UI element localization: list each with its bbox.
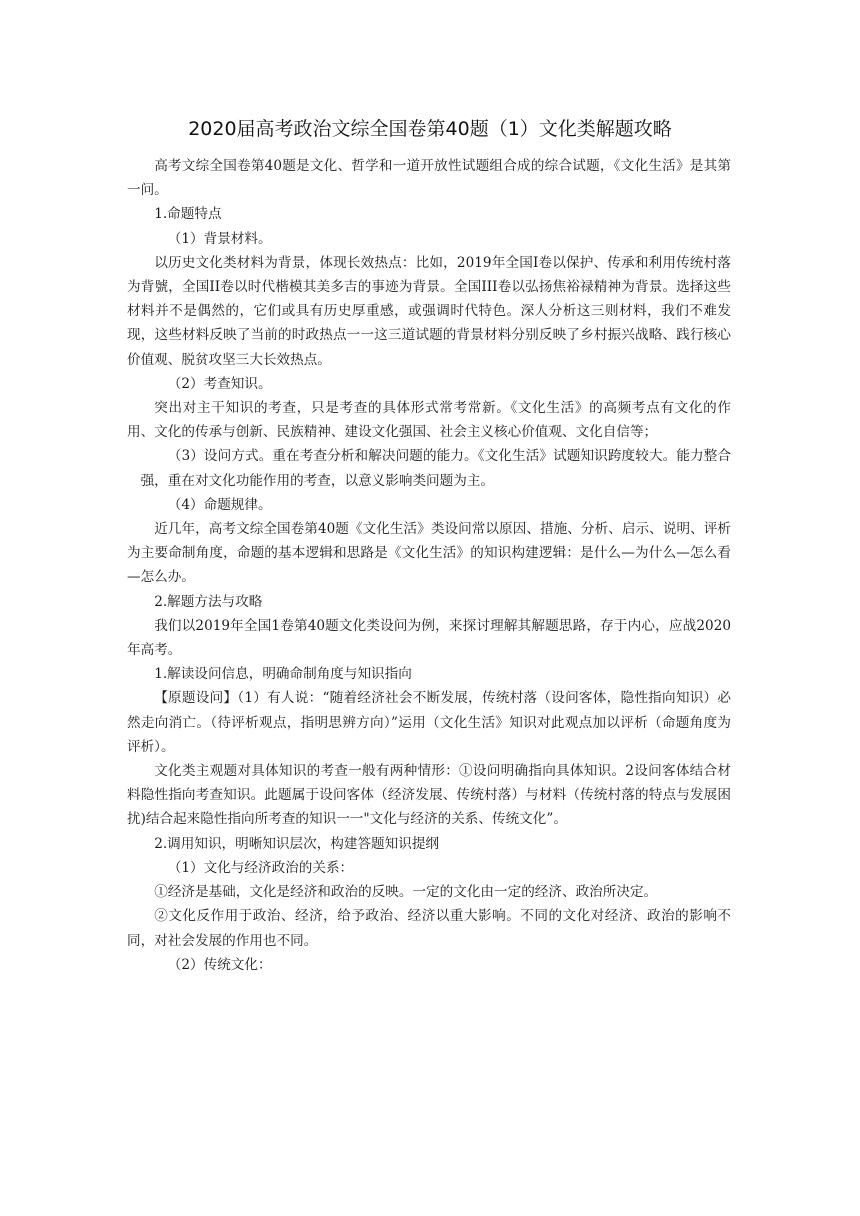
subsection-heading: （4）命题规律。 [167,496,272,513]
paragraph-question: 【原题设问】（1）有人说：“随着经济社会不断发展，传统村落（设问客体，隐性指向知识）必然走向消亡。（待评析观点，指明思辨方向）”运用（文化生活》知识对此观点加以评析（命题角度为评析）。 [127,690,731,755]
paragraph-intro: 高考文综全国卷第40题是文化、哲学和一道开放性试题组合成的综合试题，《文化生活》是其第一问。 [127,158,731,199]
paragraph: 我们以2019年全国1卷第40题文化类设问为例，来探讨理解其解题思路，存于内心，应战2020年高考。 [127,617,731,659]
section-heading: 2.解题方法与攻略 [154,593,263,610]
section-heading: 1.命题特点 [154,206,222,223]
subsection-heading: （1）文化与经济政治的关系： [167,859,354,876]
paragraph: 近几年，高考文综全国卷第40题《文化生活》类设问常以原因、措施、分析、启示、说明、评析为主要命制角度，命题的基本逻辑和思路是《文化生活》的知识构建逻辑：是什么—为什么—怎么看—怎么办。 [127,521,731,586]
document-body [127,154,731,977]
paragraph: 文化类主观题对具体知识的考查一般有两种情形：①设问明确指向具体知识。2设问客体结合材料隐性指向考查知识。此题属于设问客体（经济发展、传统村落）与材料（传统村落的特点与发展困扰)结合起来隐性指向所考查的知识一一"文化与经济的关系、传统文化”。 [127,763,731,828]
paragraph: ②文化反作用于政治、经济，给予政治、经济以重大影响。不同的文化对经济、政治的影响不同，对社会发展的作用也不同。 [127,908,731,949]
paragraph: 突出对主干知识的考查，只是考查的具体形式常考常新。《文化生活》的高频考点有文化的作用、文化的传承与创新、民族精神、建设文化强国、社会主义核心价值观、文化自信等； [127,400,731,441]
paragraph: ①经济是基础，文化是经济和政治的反映。一定的文化由一定的经济、政治所决定。 [154,884,658,901]
subsection-paragraph: （3）设问方式。重在考查分析和解决问题的能力。《文化生活》试题知识跨度较大。能力整合强，重在对文化功能作用的考查，以意义影响类问题为主。 [140,448,731,489]
document-title: 2020届高考政治文综全国卷第40题（1）文化类解题攻略 [188,118,672,140]
subsection-heading: （2）传统文化： [167,956,272,973]
paragraph: 以历史文化类材料为背景，体现长效热点：比如，2019年全国I卷以保护、传承和利用传统村落为背號，全国II卷以时代楷模其美多吉的事迹为背景。全国III卷以弘扬焦裕禄精神为背景。选择这些材料并不是偶然的，它们或具有历史厚重感，或强调时代特色。深人分析这三则材料，我们不难发现，这些材料反映了当前的时政热点一一这三道试题的背景材料分别反映了乡村振兴战略、践行核心价值观、脱贫攻坚三大长效热点。 [127,254,731,368]
subsection-heading: （2）考查知识。 [167,375,272,392]
section-heading: 2.调用知识，明晰知识层次，构建答题知识提纲 [154,835,440,852]
section-heading: 1.解读设问信息，明确命制角度与知识指向 [154,666,412,683]
subsection-heading: （1）背景材料。 [167,230,272,247]
